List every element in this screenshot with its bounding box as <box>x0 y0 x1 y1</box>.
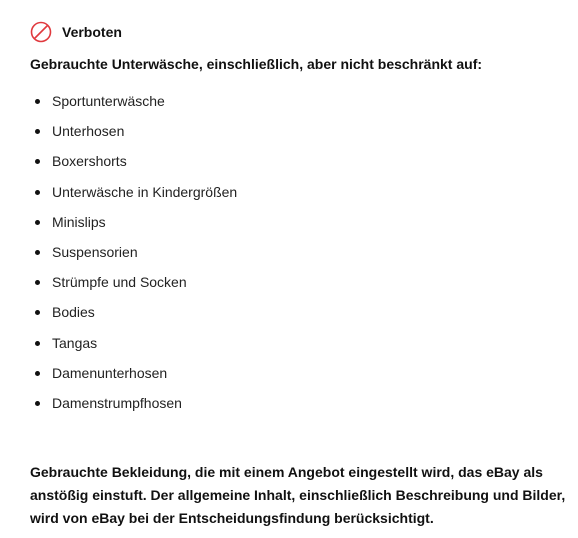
list-item <box>30 243 570 273</box>
prohibited-icon <box>30 21 52 43</box>
bullet-icon <box>35 129 40 134</box>
list-item <box>30 364 570 394</box>
bullet-icon <box>35 310 40 315</box>
bullet-icon <box>35 371 40 376</box>
bullet-icon <box>35 159 40 164</box>
list-item <box>30 303 570 333</box>
list-item-label: Strümpfe und Socken <box>52 274 187 291</box>
list-item-label: Unterwäsche in Kindergrößen <box>52 183 238 200</box>
bullet-icon <box>35 190 40 195</box>
list-item-label: Suspensorien <box>52 243 138 260</box>
list-item <box>30 183 570 213</box>
intro-text: Gebrauchte Unterwäsche, einschließlich, aber nicht beschränkt auf: <box>30 56 483 72</box>
list-item-label: Boxershorts <box>52 153 127 170</box>
status-label: Verboten <box>62 24 122 40</box>
policy-section <box>30 19 570 424</box>
bullet-icon <box>35 401 40 406</box>
list-item-label: Unterhosen <box>52 123 125 140</box>
list-item <box>30 213 570 243</box>
list-item <box>30 92 570 122</box>
prohibited-items-list <box>30 92 570 424</box>
list-item <box>30 152 570 182</box>
closing-paragraph: Gebrauchte Bekleidung, die mit einem Angebot eingestellt wird, das eBay als anstößig einstuft. Der allgemeine Inhalt, einschließlich Beschreibung und Bilder, wird von eBay bei der Entscheidungsfindung berücksichtigt. <box>30 464 566 526</box>
list-item <box>30 273 570 303</box>
list-item-label: Damenstrumpfhosen <box>52 394 182 411</box>
bullet-icon <box>35 99 40 104</box>
bullet-icon <box>35 250 40 255</box>
bullet-icon <box>35 220 40 225</box>
list-item-label: Tangas <box>52 334 98 351</box>
list-item-label: Minislips <box>52 213 106 230</box>
list-item <box>30 334 570 364</box>
list-item-label: Damenunterhosen <box>52 364 168 381</box>
list-item-label: Sportunterwäsche <box>52 93 165 109</box>
list-item <box>30 122 570 152</box>
bullet-icon <box>35 280 40 285</box>
status-row <box>30 19 570 45</box>
list-item <box>30 394 570 424</box>
list-item-label: Bodies <box>52 304 95 321</box>
bullet-icon <box>35 341 40 346</box>
